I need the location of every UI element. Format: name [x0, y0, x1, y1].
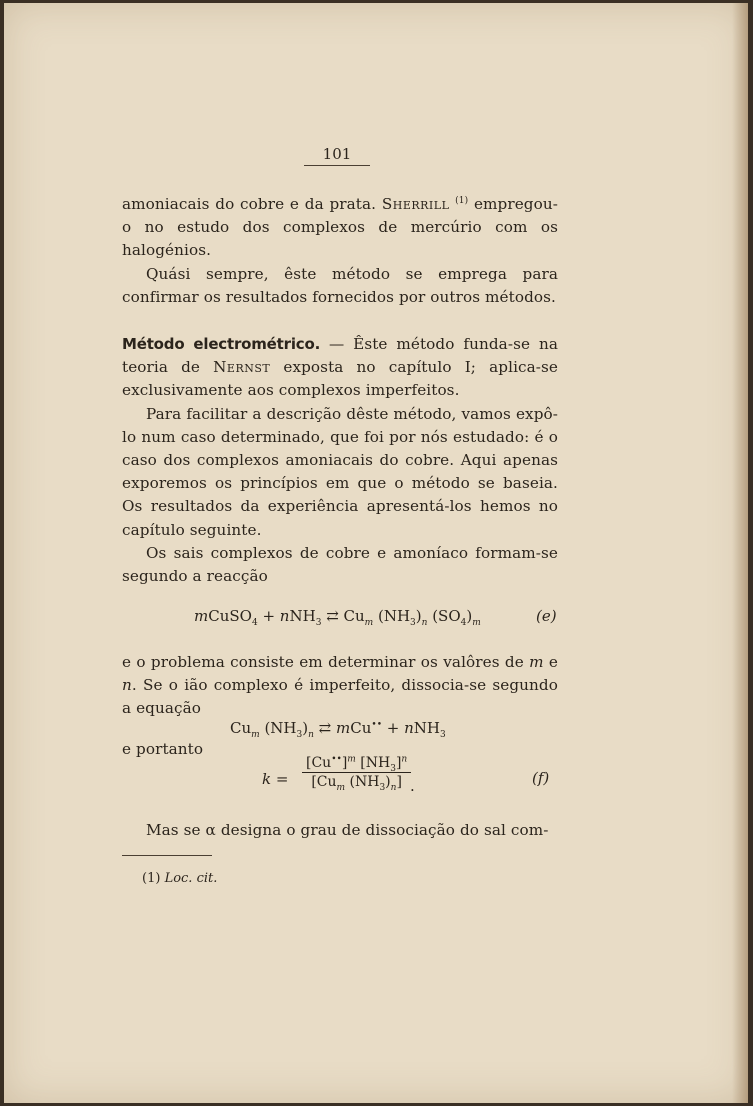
equation-f-k: k =: [262, 770, 289, 788]
footnote-ref: (1): [455, 195, 469, 206]
equation-e-label: (e): [536, 607, 557, 625]
equation-f-denominator: [$Cu_m$ $(NH_3)_n$]: [311, 774, 402, 793]
text-block-1: [122, 193, 558, 309]
paragraph-1-text-b: empregou-o no estudo dos complexos de mercúrio com os halogénios.: [122, 195, 558, 260]
var-n: n: [122, 676, 132, 695]
author-nernst: Nernst: [213, 358, 271, 377]
equation-e: mCuSO$_4$ + nNH$_3$ ⇄ $Cu_m$ $(NH_3)_n$ $(SO_4)_m$: [194, 607, 481, 628]
paragraph-5: Os sais complexos de cobre e amoníaco formam-se segundo a reacção: [122, 543, 558, 586]
page-number: 101: [322, 145, 352, 163]
page-number-rule: [304, 165, 370, 166]
paragraph-1-text-a: amoniacais do cobre e da prata.: [122, 195, 382, 213]
paragraph-4: Para facilitar a descrição dêste método, vamos expô-lo num caso determinado, que foi por nós estudado: é o caso dos complexos amoniacais do cobre. Aqui apenas exporemos os princípios em que o método se baseia. Os resultados da experiência apresentá-los hemos no capítulo seguinte.: [122, 404, 558, 539]
equation-f-fraction: [302, 754, 411, 793]
paragraph-3-text-b: exposta no capítulo I; aplica-se exclusivamente aos complexos imperfeitos.: [122, 358, 558, 400]
paragraph-6-text-c: . Se o ião complexo é imperfeito, dissocia-se segundo a equação: [122, 676, 558, 718]
var-m: m: [529, 653, 544, 671]
text-block-3: [122, 651, 558, 721]
equation-f-label: (f): [532, 769, 550, 787]
paragraph-1: [122, 193, 558, 263]
paragraph-3: [122, 333, 558, 403]
text-block-2: [122, 333, 558, 588]
paragraph-6-text-a: e o problema consiste em determinar os valôres de: [122, 653, 530, 671]
footnote-rule: [122, 855, 212, 856]
book-page: [4, 3, 748, 1103]
text-block-5: [122, 819, 558, 842]
paragraph-6: [122, 651, 558, 721]
section-heading: Método electrométrico.: [122, 335, 321, 353]
footnote-text: Loc. cit.: [164, 871, 218, 886]
equation-dissociation: $Cu_m$ $(NH_3)_n$ ⇄ mCu•• + nNH$_3$: [230, 719, 446, 740]
equation-f-numerator: $[Cu^{••}]^m$ $[NH_3]^n$: [306, 754, 408, 774]
author-sherrill: Sherrill: [381, 195, 450, 213]
paragraph-6-text-b: e: [543, 653, 559, 671]
paragraph-8: Mas se α designa o grau de dissociação do sal com-: [146, 821, 549, 839]
paragraph-7: e portanto: [122, 740, 204, 758]
footnote-marker: (1): [142, 871, 161, 886]
footnote: [142, 871, 217, 886]
equation-f-period: .: [410, 777, 415, 795]
paragraph-2: Quási sempre, êste método se emprega para confirmar os resultados fornecidos por outros métodos.: [122, 264, 558, 306]
page-edge-shadow: [732, 3, 748, 1103]
paragraph-3-text-a: — Êste método funda-se na teoria de: [122, 335, 558, 377]
